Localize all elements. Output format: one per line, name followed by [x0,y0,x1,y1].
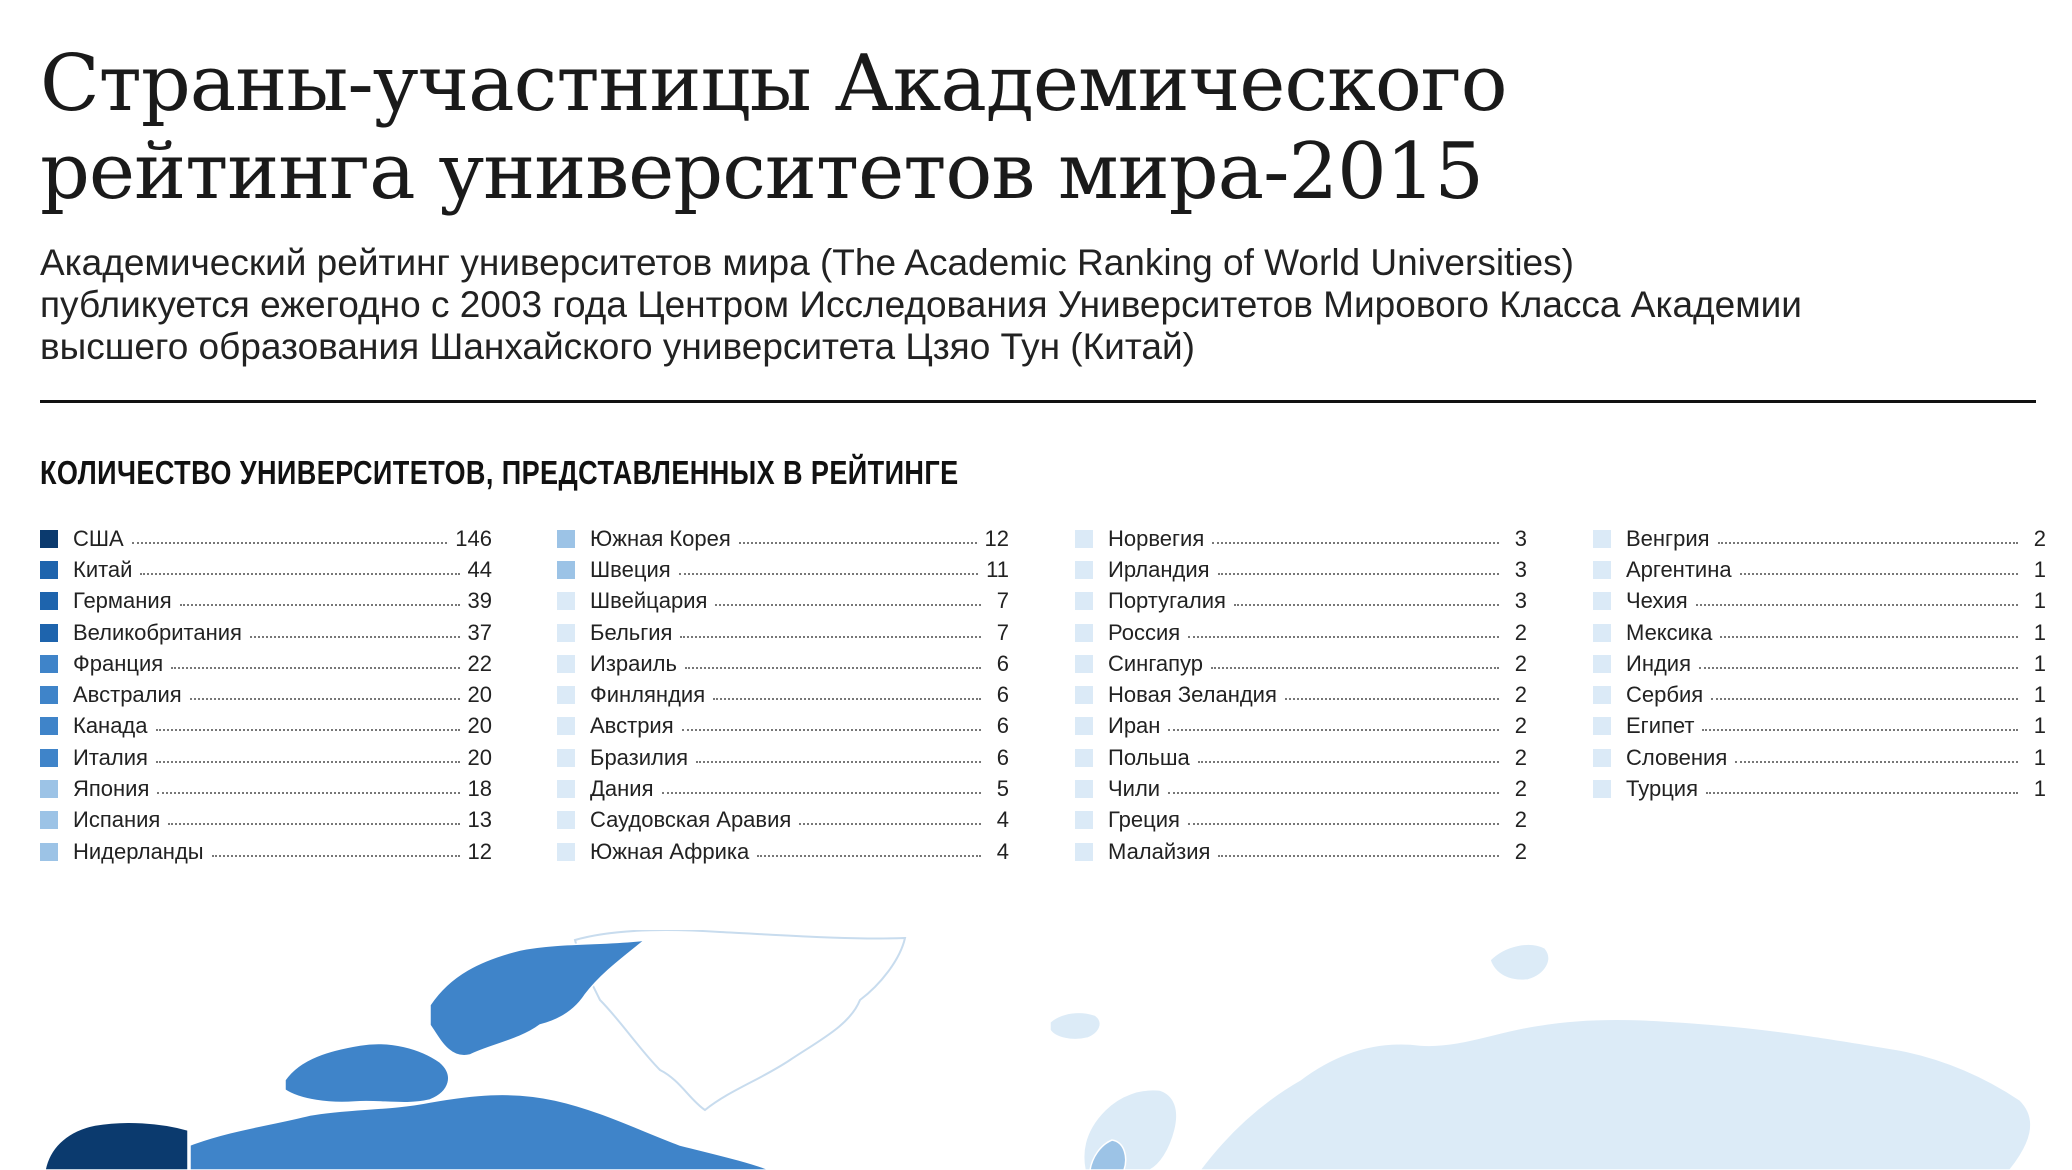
legend-item [1593,711,2046,742]
legend-swatch [1593,655,1611,673]
legend-column-3 [1075,523,1527,867]
legend-swatch [557,780,575,798]
country-name: Австрия [590,713,674,739]
legend-item [1593,679,2046,710]
dot-leader [212,855,460,857]
legend-item [40,523,492,554]
university-count: 2 [2033,525,2046,551]
legend-swatch [40,811,58,829]
legend-swatch [1075,624,1093,642]
country-name: Нидерланды [73,838,204,864]
country-name: Финляндия [590,682,706,708]
university-count: 1 [2033,650,2046,676]
legend-swatch [1075,686,1093,704]
dot-leader [171,667,459,669]
legend-item [557,711,1009,742]
legend-swatch [1593,749,1611,767]
legend-item [40,836,492,867]
map-canada [190,1094,770,1170]
legend-swatch [557,843,575,861]
legend-item [40,586,492,617]
legend-item [557,648,1009,679]
legend-item [40,679,492,710]
university-count: 18 [467,776,492,802]
legend-swatch [1075,780,1093,798]
dot-leader [662,792,982,794]
legend-item [1075,742,1527,773]
legend-item [557,805,1009,836]
legend-item [1075,554,1527,585]
country-name: Мексика [1626,619,1713,645]
legend-swatch [40,843,58,861]
legend-item [1593,554,2046,585]
dot-leader [685,667,981,669]
dot-leader [132,542,448,544]
legend-swatch [1593,530,1611,548]
legend-swatch [1075,561,1093,579]
country-name: Южная Африка [590,838,750,864]
country-name: Новая Зеландия [1108,682,1277,708]
dot-leader [1212,542,1499,544]
university-count: 12 [984,525,1009,551]
dot-leader [1285,698,1499,700]
description-line-3: высшего образования Шанхайского университета Цзяо Тун (Китай) [40,326,1195,367]
description [40,242,2040,368]
university-count: 22 [467,650,492,676]
legend-item [1075,617,1527,648]
legend-item [557,742,1009,773]
country-name: Саудовская Аравия [590,807,792,833]
dot-leader [715,604,981,606]
map-canada-islands [285,1044,449,1103]
university-count: 6 [996,744,1009,770]
description-line-2: публикуется ежегодно с 2003 года Центром Исследования Университетов Мирового Класса Академии [40,284,1802,325]
university-count: 3 [1514,588,1527,614]
legend-item [40,617,492,648]
country-name: США [73,525,124,551]
legend-item [1593,617,2046,648]
legend-swatch [1593,717,1611,735]
dot-leader [739,542,977,544]
country-name: Индия [1626,650,1692,676]
dot-leader [140,573,459,575]
legend-swatch [40,655,58,673]
legend-column-1 [40,523,492,867]
country-name: Япония [73,776,150,802]
legend-swatch [1593,592,1611,610]
country-name: Венгрия [1626,525,1710,551]
legend-swatch [557,811,575,829]
legend-item [1593,648,2046,679]
university-count: 13 [467,807,492,833]
dot-leader [1711,698,2018,700]
country-name: Франция [73,650,164,676]
legend-swatch [40,561,58,579]
country-name: Швейцария [590,588,708,614]
world-map [0,930,2072,1170]
legend-item [557,679,1009,710]
university-count: 1 [2033,619,2046,645]
legend-swatch [1593,686,1611,704]
legend-swatch [557,717,575,735]
university-count: 6 [996,650,1009,676]
legend-swatch [40,530,58,548]
country-name: Швеция [590,556,671,582]
country-name: Иран [1108,713,1161,739]
legend-item [1075,586,1527,617]
dot-leader [713,698,981,700]
university-count: 12 [467,838,492,864]
dot-leader [1218,573,1499,575]
country-name: Южная Корея [590,525,731,551]
country-name: Дания [590,776,654,802]
legend-item [1075,648,1527,679]
country-name: Египет [1626,713,1695,739]
dot-leader [1720,636,2018,638]
legend-swatch [557,655,575,673]
country-name: Бельгия [590,619,673,645]
map-usa-alaska [45,1122,188,1170]
dot-leader [1696,604,2018,606]
title-line-2: рейтинга университетов мира-2015 [40,127,1483,217]
legend-column-2 [557,523,1009,867]
dot-leader [156,761,460,763]
country-name: Аргентина [1626,556,1732,582]
legend-item [1075,711,1527,742]
map-russia [1200,1019,2031,1170]
dot-leader [1740,573,2018,575]
legend-swatch [1075,843,1093,861]
legend-swatch [1593,624,1611,642]
legend-item [1075,836,1527,867]
legend-swatch [40,686,58,704]
legend-item [40,554,492,585]
legend-item [1075,679,1527,710]
university-count: 6 [996,682,1009,708]
legend-swatch [557,686,575,704]
dot-leader [190,698,460,700]
legend-item [557,523,1009,554]
university-count: 2 [1514,682,1527,708]
legend-swatch [40,624,58,642]
country-name: Польша [1108,744,1190,770]
legend-swatch [557,530,575,548]
dot-leader [1168,729,1499,731]
legend-swatch [557,624,575,642]
country-name: Сербия [1626,682,1704,708]
legend-swatch [1075,530,1093,548]
legend-item [40,805,492,836]
dot-leader [156,729,460,731]
university-count: 11 [986,556,1009,582]
legend-swatch [557,561,575,579]
country-name: Малайзия [1108,838,1211,864]
university-count: 1 [2033,713,2046,739]
legend-item [557,617,1009,648]
university-count: 6 [996,713,1009,739]
country-name: Чили [1108,776,1161,802]
dot-leader [180,604,460,606]
university-count: 7 [996,588,1009,614]
legend-item [40,648,492,679]
country-name: Россия [1108,619,1181,645]
legend-swatch [557,592,575,610]
country-name: Китай [73,556,133,582]
map-iceland [1050,1012,1100,1039]
university-count: 2 [1514,807,1527,833]
country-name: Великобритания [73,619,242,645]
university-count: 2 [1514,776,1527,802]
page-title [40,40,1740,216]
legend-item [1075,773,1527,804]
country-name: Ирландия [1108,556,1210,582]
university-count: 5 [996,776,1009,802]
dot-leader [679,573,979,575]
university-count: 39 [467,588,492,614]
country-name: Бразилия [590,744,689,770]
country-name: Турция [1626,776,1698,802]
university-count: 2 [1514,619,1527,645]
university-count: 3 [1514,525,1527,551]
legend-item [1593,523,2046,554]
legend-item [557,586,1009,617]
university-count: 1 [2033,556,2046,582]
university-count: 1 [2033,588,2046,614]
legend-swatch [40,780,58,798]
country-name: Израиль [590,650,677,676]
dot-leader [157,792,459,794]
legend-column-4 [1593,523,2046,805]
legend-swatch [1075,717,1093,735]
university-count: 20 [467,682,492,708]
dot-leader [250,636,460,638]
legend-swatch [557,749,575,767]
university-count: 3 [1514,556,1527,582]
legend-swatch [40,717,58,735]
legend-item [1593,742,2046,773]
university-count: 20 [467,713,492,739]
dot-leader [1168,792,1499,794]
dot-leader [1188,636,1499,638]
legend-item [40,742,492,773]
legend-swatch [1075,811,1093,829]
dot-leader [682,729,981,731]
university-count: 2 [1514,744,1527,770]
legend-item [1075,805,1527,836]
dot-leader [1699,667,2018,669]
title-line-1: Страны-участницы Академического [40,39,1507,129]
dot-leader [168,823,459,825]
university-count: 1 [2033,682,2046,708]
legend-swatch [1593,780,1611,798]
legend-item [1593,586,2046,617]
dot-leader [1718,542,2018,544]
legend-item [557,836,1009,867]
dot-leader [1234,604,1499,606]
dot-leader [1735,761,2018,763]
legend-swatch [40,749,58,767]
university-count: 44 [467,556,492,582]
university-count: 1 [2033,744,2046,770]
university-count: 4 [996,807,1009,833]
country-name: Германия [73,588,172,614]
dot-leader [680,636,981,638]
dot-leader [1706,792,2018,794]
university-count: 20 [467,744,492,770]
legend-swatch [1075,749,1093,767]
dot-leader [1188,823,1499,825]
country-name: Словения [1626,744,1728,770]
legend-item [1593,773,2046,804]
dot-leader [757,855,981,857]
university-count: 37 [467,619,492,645]
country-name: Португалия [1108,588,1226,614]
university-count: 7 [996,619,1009,645]
map-svalbard [1490,944,1549,980]
dot-leader [696,761,981,763]
university-count: 2 [1514,713,1527,739]
dot-leader [799,823,981,825]
country-name: Сингапур [1108,650,1204,676]
university-count: 1 [2033,776,2046,802]
university-count: 146 [455,525,492,551]
legend-item [557,773,1009,804]
dot-leader [1702,729,2018,731]
country-name: Канада [73,713,148,739]
legend-item [40,773,492,804]
dot-leader [1211,667,1499,669]
legend-item [1075,523,1527,554]
legend-swatch [1593,561,1611,579]
country-name: Италия [73,744,148,770]
country-name: Греция [1108,807,1180,833]
legend-swatch [1075,592,1093,610]
university-count: 2 [1514,650,1527,676]
dot-leader [1198,761,1499,763]
university-count: 2 [1514,838,1527,864]
dot-leader [1218,855,1499,857]
country-name: Норвегия [1108,525,1205,551]
description-line-1: Академический рейтинг университетов мира (The Academic Ranking of World Universities) [40,242,1574,283]
legend-swatch [40,592,58,610]
legend-item [557,554,1009,585]
legend-heading: КОЛИЧЕСТВО УНИВЕРСИТЕТОВ, ПРЕДСТАВЛЕННЫХ В РЕЙТИНГЕ [40,454,959,491]
legend-item [40,711,492,742]
country-name: Чехия [1626,588,1688,614]
country-name: Испания [73,807,161,833]
divider [40,400,2036,403]
legend-swatch [1075,655,1093,673]
university-count: 4 [996,838,1009,864]
country-name: Австралия [73,682,182,708]
